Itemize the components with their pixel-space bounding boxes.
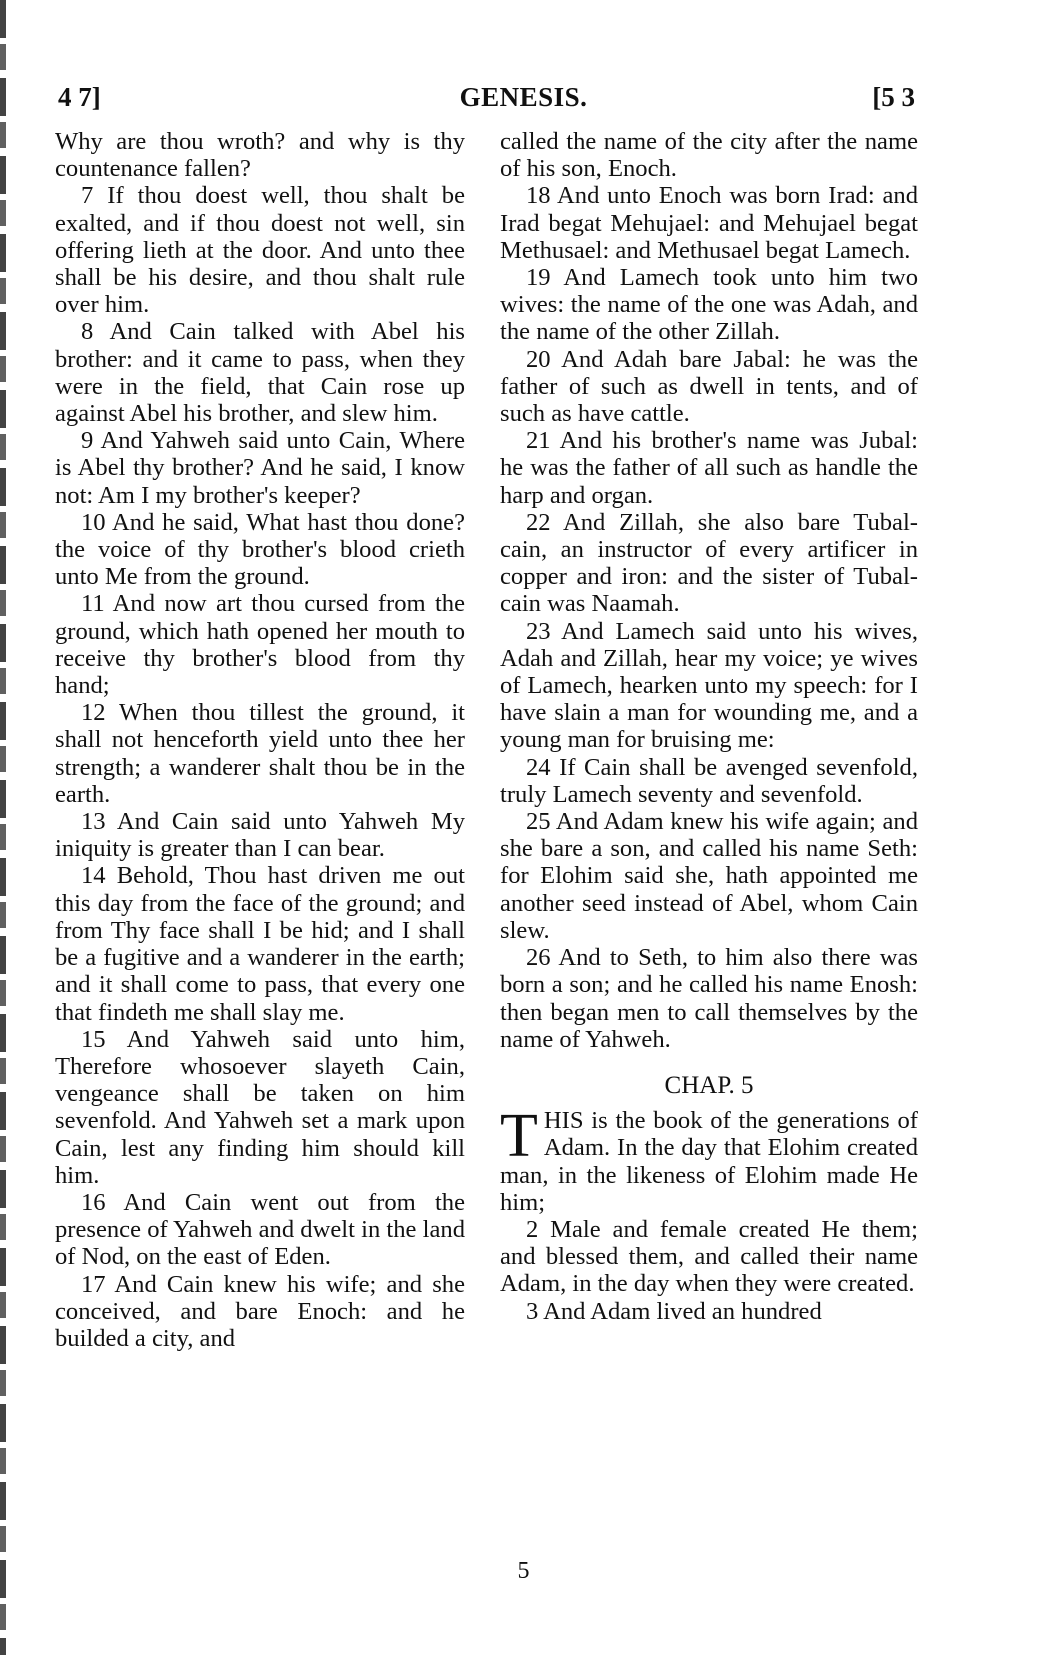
verse-paragraph: 18 And unto Enoch was born Irad: and Irad begat Mehujael: and Mehujael begat Methusael: and Methusael begat Lamech.: [500, 182, 918, 264]
verse-paragraph: 25 And Adam knew his wife again; and she bare a son, and called his name Seth: for Elohim said she, hath appointed me another seed instead of Abel, whom Cain slew.: [500, 808, 918, 944]
verse-paragraph: 3 And Adam lived an hundred: [526, 1297, 822, 1325]
verse-paragraph: 22 And Zillah, she also bare Tubal-cain, an instructor of every artificer in copper and iron: and the sister of Tubal-cain was Naamah.: [500, 508, 918, 618]
scan-binding-edge: [0, 0, 6, 1655]
verse-paragraph: 23 And Lamech said unto his wives, Adah and Zillah, hear my voice; ye wives of Lamech, hearken unto my speech: for I have slain a man for wounding me, and a young man for bruising me:: [500, 617, 918, 754]
chapter-opening-paragraph: [500, 1102, 918, 1216]
verse-paragraph: 20 And Adah bare Jabal: he was the father of such as dwell in tents, and of such as have cattle.: [500, 345, 918, 428]
chapter-opening-text: HIS is the book of the generations of Adam. In the day that Elohim created man, in the likeness of Elohim made He him;: [500, 1107, 918, 1216]
drop-cap: T: [500, 1102, 538, 1171]
verse-paragraph: 26 And to Seth, to him also there was born a son; and he called his name Enosh: then began men to call themselves by the name of Yahweh.: [500, 944, 918, 1053]
header-verse-range-right: [5 3: [872, 82, 915, 112]
verse-paragraph: called the name of the city after the name of his son, Enoch.: [500, 128, 918, 183]
running-title: GENESIS.: [459, 82, 588, 112]
verse-paragraph: 13 And Cain said unto Yahweh My iniquity is greater than I can bear.: [55, 808, 465, 863]
verse-paragraph: 21 And his brother's name was Jubal: he was the father of all such as handle the harp and organ.: [500, 427, 918, 509]
verse-paragraph: 2 Male and female created He them; and blessed them, and called their name Adam, in the day when they were created.: [500, 1215, 918, 1298]
left-text-column: [55, 128, 465, 1352]
verse-paragraph: 16 And Cain went out from the presence of Yahweh and dwelt in the land of Nod, on the east of Eden.: [55, 1188, 465, 1271]
verse-paragraph: 24 If Cain shall be avenged sevenfold, truly Lamech seventy and sevenfold.: [500, 753, 918, 808]
verse-paragraph: 11 And now art thou cursed from the ground, which hath opened her mouth to receive thy brother's blood from thy hand;: [55, 590, 465, 700]
verse-paragraph: 7 If thou doest well, thou shalt be exalted, and if thou doest not well, sin offering lieth at the door. And unto thee shall be his desire, and thou shalt rule over him.: [55, 182, 465, 319]
chapter-heading: CHAP. 5: [664, 1071, 754, 1099]
verse-paragraph: 19 And Lamech took unto him two wives: the name of the one was Adah, and the name of the other Zillah.: [500, 264, 918, 346]
verse-paragraph: 12 When thou tillest the ground, it shall not henceforth yield unto thee her strength; a wanderer shalt thou be in the earth.: [55, 699, 465, 808]
verse-paragraph: 14 Behold, Thou hast driven me out this day from the face of the ground; and from Thy face shall I be hid; and I shall be a fugitive and a wanderer in the earth; and it shall come to pass, that every one that findeth me shall slay me.: [55, 862, 465, 1026]
verse-paragraph: 8 And Cain talked with Abel his brother: and it came to pass, when they were in the field, that Cain rose up against Abel his brother, and slew him.: [55, 318, 465, 428]
verse-paragraph: 17 And Cain knew his wife; and she conceived, and bare Enoch: and he builded a city, and: [55, 1270, 465, 1352]
verse-paragraph: 10 And he said, What hast thou done? the voice of thy brother's blood crieth unto Me from the ground.: [55, 508, 465, 591]
page-number: 5: [517, 1558, 530, 1584]
header-verse-range-left: 4 7]: [58, 82, 101, 112]
verse-paragraph: 9 And Yahweh said unto Cain, Where is Abel thy brother? And he said, I know not: Am I my brother's keeper?: [55, 427, 465, 509]
verse-paragraph: Why are thou wroth? and why is thy countenance fallen?: [55, 128, 465, 183]
verse-paragraph: 15 And Yahweh said unto him, Therefore whosoever slayeth Cain, vengeance shall be taken on him sevenfold. And Yahweh set a mark upon Cain, lest any finding him should kill him.: [55, 1025, 465, 1189]
right-text-column: [500, 128, 918, 1325]
